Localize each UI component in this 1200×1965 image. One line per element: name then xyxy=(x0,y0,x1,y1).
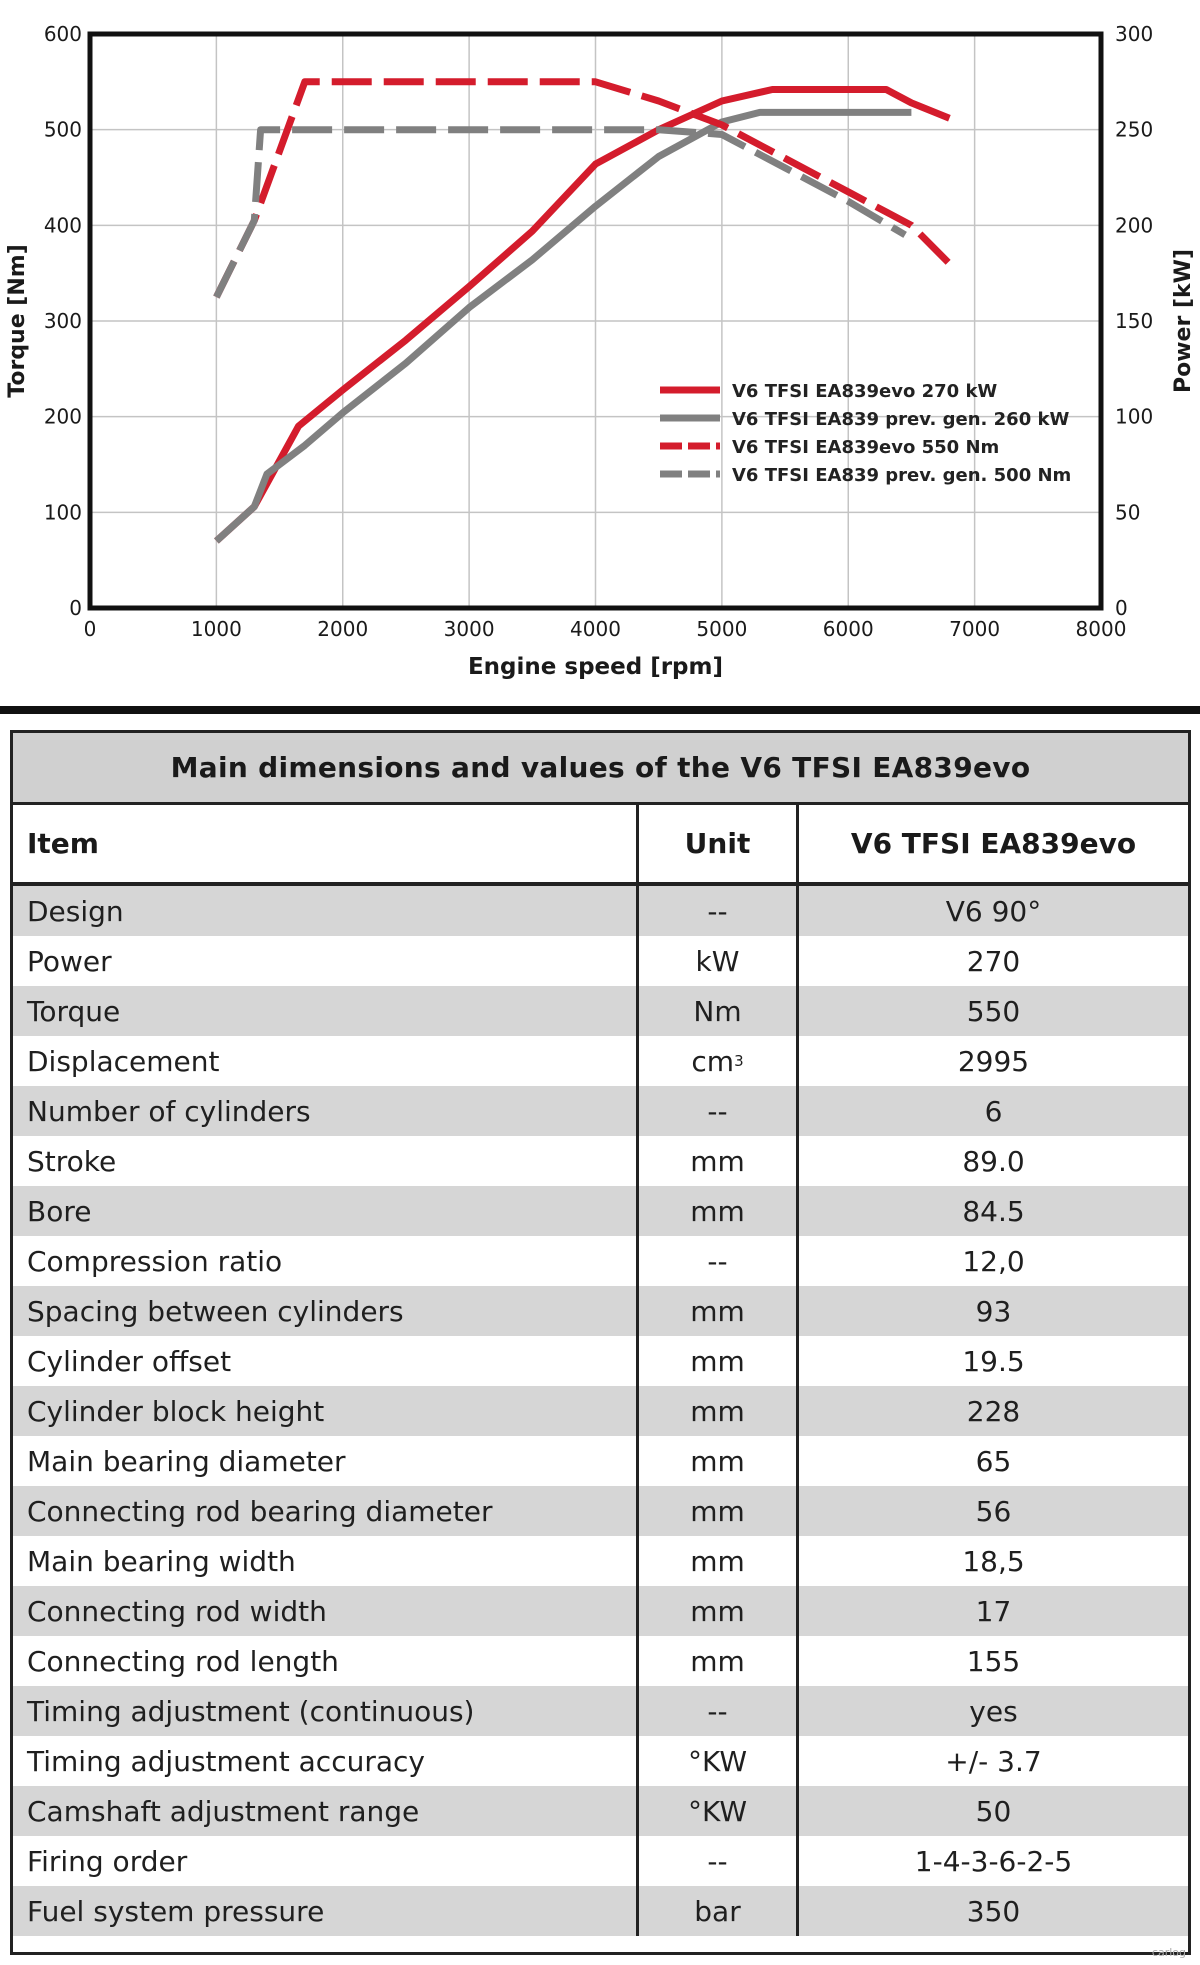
cell-value: 84.5 xyxy=(962,1194,1025,1228)
x-tick-label: 3000 xyxy=(443,617,495,641)
cell-item: Main bearing diameter xyxy=(13,1436,639,1486)
cell-unit-text: °KW xyxy=(687,1744,748,1778)
table-row xyxy=(13,1086,1188,1136)
cell-value: 50 xyxy=(975,1794,1012,1828)
cell-value: 228 xyxy=(966,1394,1021,1428)
cell-item: Compression ratio xyxy=(13,1236,639,1286)
cell-unit-text: °KW xyxy=(687,1794,748,1828)
table-row xyxy=(13,1336,1188,1386)
cell-item: Power xyxy=(13,936,639,986)
cell-unit xyxy=(639,1636,799,1686)
cell-value: V6 90° xyxy=(945,894,1042,928)
cell-item: Spacing between cylinders xyxy=(13,1286,639,1336)
x-tick-label: 7000 xyxy=(949,617,1001,641)
cell-unit xyxy=(639,1586,799,1636)
cell-unit xyxy=(639,1286,799,1336)
y-right-tick-label: 100 xyxy=(1115,404,1154,429)
table-row xyxy=(13,1536,1188,1586)
table-row xyxy=(13,1236,1188,1286)
cell-unit xyxy=(639,1486,799,1536)
cell-unit-text: Nm xyxy=(693,994,742,1028)
y-left-tick-label: 100 xyxy=(43,500,82,525)
cell-unit xyxy=(639,1386,799,1436)
cell-unit xyxy=(639,986,799,1036)
cell-unit xyxy=(639,1686,799,1736)
table-row xyxy=(13,886,1188,936)
cell-unit-text: mm xyxy=(690,1544,745,1578)
legend-label: V6 TFSI EA839 prev. gen. 260 kW xyxy=(732,409,1070,430)
legend-label: V6 TFSI EA839evo 270 kW xyxy=(732,381,998,402)
torque-power-chart xyxy=(0,0,1200,706)
table-row xyxy=(13,1286,1188,1336)
cell-unit-text: mm xyxy=(690,1194,745,1228)
cell-item: Main bearing width xyxy=(13,1536,639,1586)
cell-value: yes xyxy=(969,1694,1018,1728)
chart-svg xyxy=(0,0,1200,706)
legend-label: V6 TFSI EA839evo 550 Nm xyxy=(732,437,1000,458)
cell-unit xyxy=(639,1136,799,1186)
cell-value: +/- 3.7 xyxy=(945,1744,1042,1778)
table-header-row xyxy=(13,805,1188,886)
y-left-tick-label: 0 xyxy=(69,596,82,620)
header-unit: Unit xyxy=(639,805,799,882)
cell-unit: cm 3 xyxy=(639,1036,799,1086)
cell-unit xyxy=(639,886,799,936)
cell-unit xyxy=(639,1186,799,1236)
cell-value: 19.5 xyxy=(962,1344,1025,1378)
cell-unit xyxy=(639,1436,799,1486)
table-row xyxy=(13,1386,1188,1436)
cell-item: Connecting rod width xyxy=(13,1586,639,1636)
cell-unit-text: -- xyxy=(707,1844,728,1878)
y-left-axis-label: Torque [Nm] xyxy=(5,244,30,398)
table-title: Main dimensions and values of the V6 TFSI EA839evo xyxy=(13,733,1188,805)
table-row xyxy=(13,1886,1188,1936)
cell-unit xyxy=(639,1736,799,1786)
table-row xyxy=(13,1036,1188,1086)
y-right-tick-label: 50 xyxy=(1115,500,1141,525)
section-divider xyxy=(0,706,1200,714)
legend-label: V6 TFSI EA839 prev. gen. 500 Nm xyxy=(732,465,1072,486)
cell-value: 56 xyxy=(975,1494,1012,1528)
y-left-tick-label: 300 xyxy=(43,309,82,333)
cell-value: 270 xyxy=(966,944,1021,978)
x-tick-label: 1000 xyxy=(190,617,242,641)
table-row xyxy=(13,1436,1188,1486)
cell-unit-text: mm xyxy=(690,1294,745,1328)
table-row xyxy=(13,1786,1188,1836)
cell-value: 65 xyxy=(975,1444,1012,1478)
y-right-tick-label: 300 xyxy=(1115,22,1154,46)
y-right-tick-label: 0 xyxy=(1115,596,1128,620)
cell-item: Stroke xyxy=(13,1136,639,1186)
cell-unit-text: bar xyxy=(694,1894,741,1928)
specifications-table xyxy=(10,730,1191,1955)
cell-unit-text: kW xyxy=(695,944,740,978)
cell-unit xyxy=(639,1786,799,1836)
header-value: V6 TFSI EA839evo xyxy=(850,827,1137,860)
cell-unit xyxy=(639,1336,799,1386)
cell-item: Camshaft adjustment range xyxy=(13,1786,639,1836)
cell-unit-text: -- xyxy=(707,1244,728,1278)
cell-unit xyxy=(639,1836,799,1886)
cell-unit-text: -- xyxy=(707,1694,728,1728)
y-right-tick-label: 250 xyxy=(1115,117,1154,142)
table-row xyxy=(13,1636,1188,1686)
table-row xyxy=(13,986,1188,1036)
x-tick-label: 6000 xyxy=(822,617,874,641)
cell-item: Displacement xyxy=(13,1036,639,1086)
cell-item: Design xyxy=(13,886,639,936)
table-row xyxy=(13,1736,1188,1786)
y-right-axis-label: Power [kW] xyxy=(1171,249,1196,393)
cell-value: 1-4-3-6-2-5 xyxy=(914,1844,1073,1878)
cell-unit-text: mm xyxy=(690,1394,745,1428)
x-tick-label: 5000 xyxy=(696,617,748,641)
cell-value: 12,0 xyxy=(962,1244,1025,1278)
y-left-tick-label: 200 xyxy=(43,404,82,429)
x-tick-label: 8000 xyxy=(1075,617,1127,641)
cell-item: Timing adjustment accuracy xyxy=(13,1736,639,1786)
cell-unit-text: -- xyxy=(707,894,728,928)
cell-value: 2995 xyxy=(957,1044,1030,1078)
cell-item: Bore xyxy=(13,1186,639,1236)
cell-unit xyxy=(639,1886,799,1936)
cell-unit-text: -- xyxy=(707,1094,728,1128)
cell-item: Torque xyxy=(13,986,639,1036)
watermark: carlog xyxy=(1151,1946,1186,1959)
x-tick-label: 0 xyxy=(83,617,97,641)
cell-value: 89.0 xyxy=(962,1144,1025,1178)
cell-item: Cylinder block height xyxy=(13,1386,639,1436)
x-tick-label: 4000 xyxy=(570,617,621,641)
cell-item: Connecting rod bearing diameter xyxy=(13,1486,639,1536)
table-row xyxy=(13,936,1188,986)
y-right-tick-label: 200 xyxy=(1115,213,1154,238)
cell-item: Fuel system pressure xyxy=(13,1886,639,1936)
cell-unit xyxy=(639,936,799,986)
cell-unit-text: mm xyxy=(690,1644,745,1678)
cell-value: 350 xyxy=(966,1894,1021,1928)
cell-unit xyxy=(639,1536,799,1586)
header-item: Item xyxy=(13,805,639,882)
table-row xyxy=(13,1486,1188,1536)
cell-value: 155 xyxy=(966,1644,1021,1678)
table-row xyxy=(13,1686,1188,1736)
cell-unit-text: cm xyxy=(691,1044,735,1078)
cell-unit-text: mm xyxy=(690,1494,745,1528)
table-body xyxy=(13,886,1188,1936)
cell-value: 550 xyxy=(966,994,1021,1028)
cell-unit-text: mm xyxy=(690,1144,745,1178)
y-left-tick-label: 600 xyxy=(43,22,82,46)
cell-unit-text: mm xyxy=(690,1344,745,1378)
table-row xyxy=(13,1136,1188,1186)
cell-item: Timing adjustment (continuous) xyxy=(13,1686,639,1736)
y-left-tick-label: 400 xyxy=(43,213,82,238)
cell-value: 93 xyxy=(975,1294,1012,1328)
cell-item: Number of cylinders xyxy=(13,1086,639,1136)
cell-unit-text: mm xyxy=(690,1444,745,1478)
cell-value: 6 xyxy=(984,1094,1003,1128)
cell-value: 18,5 xyxy=(962,1544,1025,1578)
cell-item: Cylinder offset xyxy=(13,1336,639,1386)
cell-unit xyxy=(639,1236,799,1286)
x-axis-label: Engine speed [rpm] xyxy=(467,654,724,680)
table-row xyxy=(13,1586,1188,1636)
y-left-tick-label: 500 xyxy=(43,117,82,142)
cell-item: Firing order xyxy=(13,1836,639,1886)
y-right-tick-label: 150 xyxy=(1115,309,1154,333)
cell-item: Connecting rod length xyxy=(13,1636,639,1686)
cell-unit xyxy=(639,1086,799,1136)
cell-value: 17 xyxy=(975,1594,1012,1628)
table-row xyxy=(13,1186,1188,1236)
x-tick-label: 2000 xyxy=(317,617,369,641)
table-row xyxy=(13,1836,1188,1886)
cell-unit-text: mm xyxy=(690,1594,745,1628)
